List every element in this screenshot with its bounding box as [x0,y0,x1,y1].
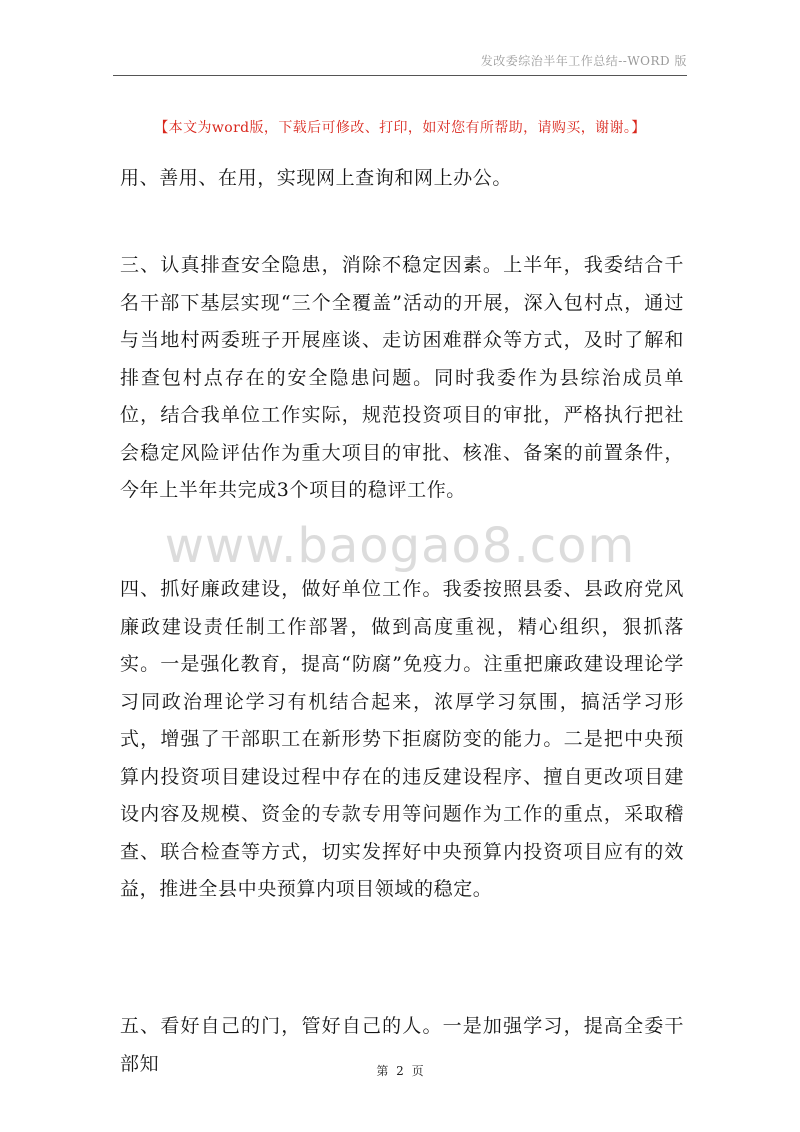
paragraph-text: 五、看好自己的门，管好自己的人。一是加强学习，提高全委干部知 [120,1015,684,1075]
watermark: www.baogao8.com [164,518,636,574]
purchase-notice: 【本文为word版，下载后可修改、打印，如对您有所帮助，请购买，谢谢。】 [154,120,646,136]
paragraph-text: 用、善用、在用，实现网上查询和网上办公。 [120,167,513,189]
body-paragraph-3 [120,571,684,909]
page-prefix: 第 [376,1064,389,1078]
body-paragraph-1 [120,160,684,198]
header-divider [113,75,687,76]
body-paragraph-2 [120,247,684,510]
paragraph-text: 四、抓好廉政建设，做好单位工作。我委按照县委、县政府党风廉政建设责任制工作部署，做到高度重视，精心组织，狠抓落实。一是强化教育，提高“防腐”免疫力。注重把廉政建设理论学习同政治理论学习有机结合起来，浓厚学习氛围，搞活学习形式，增强了干部职工在新形势下拒腐防变的能力。二是把中央预算内投资项目建设过程中存在的违反建设程序、擅自更改项目建设内容及规模、资金的专款专用等问题作为工作的重点，采取稽查、联合检查等方式，切实发挥好中央预算内投资项目应有的效益，推进全县中央预算内项目领域的稳定。 [120,578,684,900]
running-header-title: 发改委综治半年工作总结--WORD 版 [480,54,687,68]
page-number: 2 [396,1064,404,1078]
page-suffix: 页 [411,1064,424,1078]
page-number-footer [0,1062,800,1079]
paragraph-text: 三、认真排查安全隐患，消除不稳定因素。上半年，我委结合千名干部下基层实现“三个全覆盖”活动的开展，深入包村点，通过与当地村两委班子开展座谈、走访困难群众等方式，及时了解和排查包村点存在的安全隐患问题。同时我委作为县综治成员单位，结合我单位工作实际，规范投资项目的审批，严格执行把社会稳定风险评估作为重大项目的审批、核准、备案的前置条件，今年上半年共完成3个项目的稳评工作。 [120,254,684,501]
